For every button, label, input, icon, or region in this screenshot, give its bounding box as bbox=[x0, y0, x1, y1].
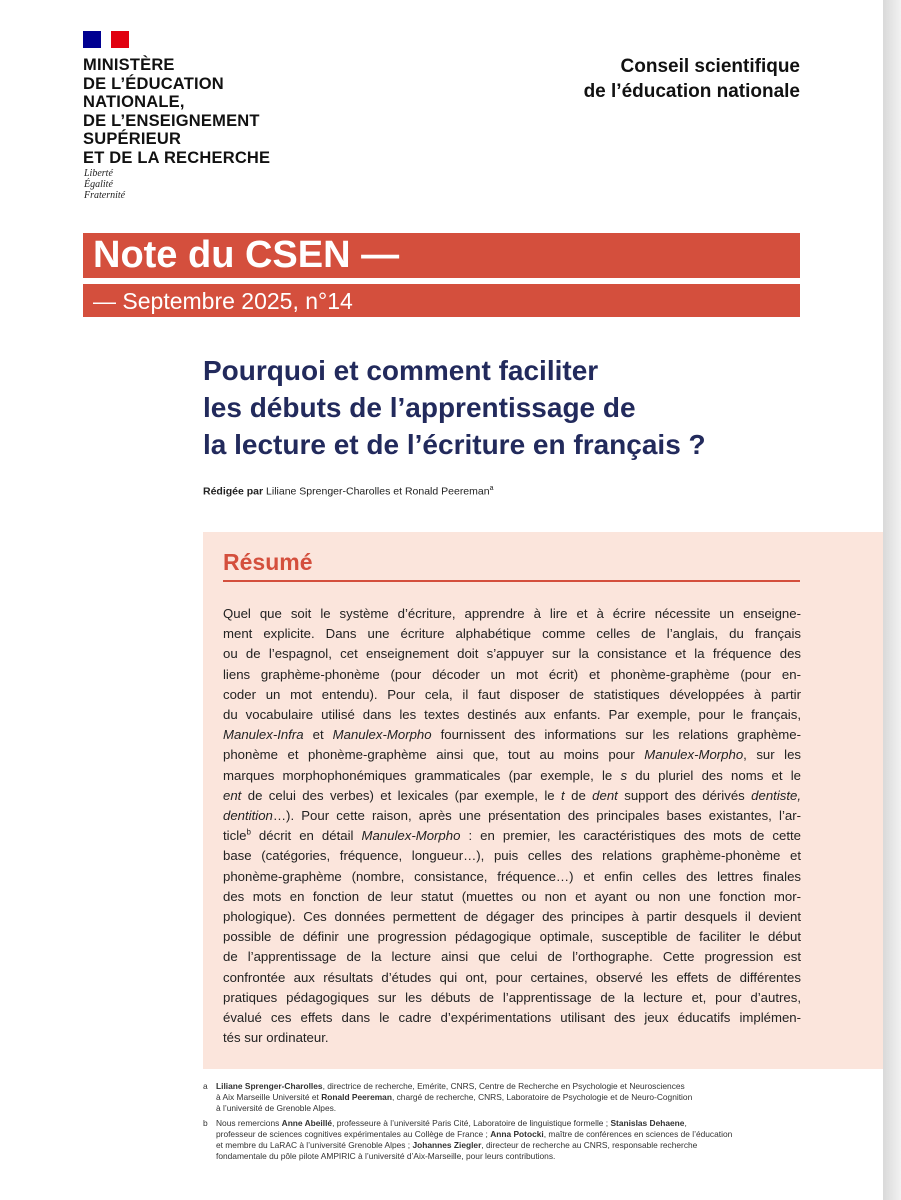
summary-line: pratiques pédagogiques sur les débuts de l’apprentissage de la lecture et, pour d’autres, bbox=[223, 989, 801, 1005]
summary-heading: Résumé bbox=[223, 549, 313, 575]
issue-banner-text: — Septembre 2025, n°14 bbox=[93, 288, 353, 314]
summary-text bbox=[223, 604, 801, 1048]
summary-line: Quel que soit le système d’écriture, apprendre à lire et à écrire nécessite un enseigne- bbox=[223, 606, 801, 621]
summary-box bbox=[203, 532, 883, 1069]
summary-line: ent de celui des verbes) et lexicales (par exemple, le t de dent support des dérivés dentiste, bbox=[223, 787, 802, 803]
title-line: la lecture et de l’écriture en français ? bbox=[203, 429, 706, 460]
summary-line: coder un mot entendu). Pour cela, il faut disposer de statistiques développées à partir bbox=[223, 686, 801, 702]
summary-line: de l’apprentissage de la lecture ainsi que celui de l’orthographe. Cette progression est bbox=[223, 949, 801, 965]
council-line: de l’éducation nationale bbox=[583, 81, 800, 102]
council-name bbox=[584, 54, 800, 104]
note-banner-title: Note du CSEN — bbox=[93, 234, 400, 276]
summary-line: des mots en fonction de leur statut (muettes ou non et ayant ou non une fonction mor- bbox=[223, 888, 801, 904]
summary-line: ou de l’espagnol, cet enseignement doit s’appuyer sur la consistance et la fréquence des bbox=[223, 646, 801, 662]
footnote-line: à Aix Marseille Université et Ronald Peereman, chargé de recherche, CNRS, Laboratoire de Psychologie et de Neuro-Cognition bbox=[216, 1092, 693, 1103]
footnote-line: Liliane Sprenger-Charolles, directrice de recherche, Emérite, CNRS, Centre de Recherche en Psychologie et Neurosciences bbox=[216, 1081, 685, 1091]
summary-line: ticle$^b$ décrit en détail Manulex-Morpho : en premier, les caractéristiques des mots de cette bbox=[223, 827, 801, 844]
summary-line: base (catégories, fréquence, longueur…), puis celles des relations graphème-phonème et bbox=[223, 848, 801, 864]
summary-line: tés sur ordinateur. bbox=[223, 1030, 329, 1046]
footnote bbox=[203, 1081, 813, 1115]
summary-line: Manulex-Infra et Manulex-Morpho fournissent des informations sur les relations graphème- bbox=[223, 727, 801, 743]
ministry-line: MINISTÈRE bbox=[83, 56, 175, 74]
title-line: les débuts de l’apprentissage de bbox=[203, 392, 636, 423]
summary-line: phologique). Ces données permettent de dégager des principes à partir desquels il devient bbox=[223, 909, 801, 925]
summary-divider bbox=[223, 580, 800, 582]
ministry-line: DE L’ÉDUCATION bbox=[83, 74, 224, 93]
summary-line: confrontée aux résultats d’études qui ont, pour certaines, observé les effets de différentes bbox=[223, 969, 801, 985]
council-line: Conseil scientifique bbox=[620, 56, 800, 77]
page-edge bbox=[883, 0, 901, 1200]
republic-motto bbox=[84, 168, 125, 201]
footnote-line: à l’université de Grenoble Alpes. bbox=[216, 1103, 337, 1114]
summary-line: du vocabulaire utilisé dans les textes destinés aux enfants. Par exemple, pour le français, bbox=[223, 707, 801, 723]
motto-line: Liberté bbox=[84, 168, 113, 179]
note-banner bbox=[83, 233, 800, 278]
motto-line: Égalité bbox=[84, 179, 113, 190]
summary-line: phonème-graphème (nombre, consistance, fréquence…) et enfin celles des lettres finales bbox=[223, 868, 801, 884]
document-title bbox=[203, 352, 843, 463]
footnote-line: fondamentale du pôle pilote AMPIRIC à l’université d’Aix-Marseille, pour leurs contributions. bbox=[216, 1151, 556, 1162]
summary-line: évalué ces effets dans le cadre d’expérimentations utilisant des jeux éducatifs implémen- bbox=[223, 1010, 801, 1026]
ministry-line: SUPÉRIEUR bbox=[83, 130, 182, 148]
summary-line: ment explicite. Dans une écriture alphabétique comme celles de l’anglais, du français bbox=[223, 626, 801, 642]
authors-line bbox=[203, 485, 493, 498]
footnote-line: professeur de sciences cognitives expérimentales au Collège de France ; Anna Potocki, maître de conférences en sciences de l’éducation bbox=[216, 1128, 733, 1139]
footnote bbox=[203, 1118, 813, 1163]
ministry-line: NATIONALE, bbox=[83, 93, 185, 111]
french-flag-logo bbox=[83, 31, 129, 48]
footnote-mark: a bbox=[203, 1081, 208, 1091]
ministry-name bbox=[83, 56, 343, 167]
motto-line: Fraternité bbox=[84, 190, 126, 201]
authors-names: Liliane Sprenger-Charolles et Ronald Peereman bbox=[266, 485, 490, 498]
summary-line: marques morphophonémiques grammaticales (par exemple, le s du pluriel des noms et le bbox=[223, 767, 801, 783]
ministry-line: ET DE LA RECHERCHE bbox=[83, 148, 271, 167]
footnote-line: et membre du LaRAC à l’université Grenoble Alpes ; Johannes Ziegler, directeur de recherche au CNRS, responsable recherche bbox=[216, 1140, 698, 1151]
issue-banner bbox=[83, 284, 800, 317]
summary-line: dentition…). Pour cette raison, après une présentation des principales bases existantes, l’ar- bbox=[223, 808, 801, 824]
summary-line: phonème et phonème-graphème ainsi que, tout au moins pour Manulex-Morpho, sur les bbox=[223, 747, 801, 763]
summary-line: liens graphème-phonème (pour décoder un mot écrit) et phonème-graphème (pour en- bbox=[223, 666, 801, 682]
authors-prefix: Rédigée par bbox=[203, 485, 264, 498]
summary-line: possible de définir une progression pédagogique optimale, susceptible de faciliter le début bbox=[223, 929, 801, 945]
ministry-line: DE L’ENSEIGNEMENT bbox=[83, 111, 260, 130]
footnote-mark: b bbox=[203, 1117, 208, 1128]
footnotes bbox=[203, 1081, 813, 1165]
title-line: Pourquoi et comment faciliter bbox=[203, 355, 599, 386]
footnote-line: Nous remercions Anne Abeillé, professeure à l’université Paris Cité, Laboratoire de linguistique formelle ; Stanislas Dehaene, bbox=[216, 1117, 687, 1128]
authors-note-mark: a bbox=[489, 485, 494, 492]
